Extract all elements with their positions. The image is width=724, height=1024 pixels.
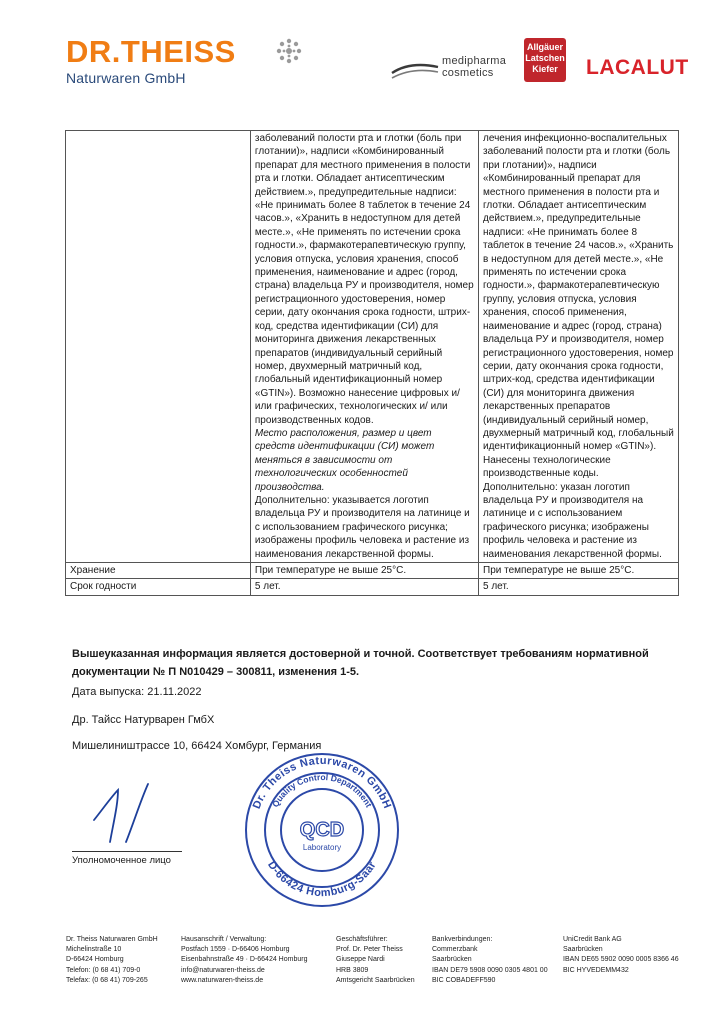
footer-line[interactable]: info@naturwaren-theiss.de bbox=[181, 966, 265, 974]
nd-paragraph-2: Место расположения, размер и цвет средств идентификации (СИ) может меняться в зависимости от технологических особенностей производства. bbox=[254, 427, 435, 493]
table-row bbox=[66, 579, 679, 595]
footer-line: BIC HYVEDEMM432 bbox=[563, 966, 629, 974]
footer-line: UniCredit Bank AG bbox=[563, 936, 622, 943]
nd-paragraph-1: заболеваний полости рта и глотки (боль при глотании)», надписи «Комбинированный препарат для местного применения в полости рта и глотки. Обладает антисептическим действием.», предупредительные надписи: «Не принимать более 8 таблеток в течение 24 часов.», «Хранить в недоступном для детей месте.», «Не применять по истечении срока годности.», фармакотерапевтическую группу, условия отпуска, условия хранения, способ применения, наименование и адрес (город, страна) владельца РУ и производителя, номер регистрационного удостоверения, номер серии, дату окончания срока годности, штрих-код, средства идентификации (СИ) для мониторинга движения лекарственных препаратов (индивидуальный серийный номер, двухмерный матричный код, глобальный идентификационный номер «GTIN»). Возможно нанесение цифровых и/или графических, технологических и/ или производственных кодов. bbox=[254, 133, 474, 426]
footer-line: IBAN DE65 5902 0090 0005 8366 46 bbox=[563, 956, 679, 964]
shelf-life-proposed: 5 лет. bbox=[479, 579, 679, 595]
footer-line: HRB 3809 bbox=[336, 966, 369, 974]
company-address: Мишелиништрассе 10, 66424 Хомбург, Германия bbox=[72, 740, 322, 752]
footer-line: Telefon: (0 68 41) 709-0 bbox=[66, 966, 141, 974]
issue-date: Дата выпуска: 21.11.2022 bbox=[72, 686, 202, 698]
company-name: Др. Тайсс Натурварен ГмбХ bbox=[72, 714, 215, 726]
footer-line: BIC COBADEFF590 bbox=[432, 976, 496, 984]
footer-line: Giuseppe Nardi bbox=[336, 956, 385, 964]
footer-line: Postfach 1559 · D-66406 Homburg bbox=[181, 946, 290, 954]
medipharma-line2: cosmetics bbox=[442, 67, 494, 79]
medipharma-swoosh-icon bbox=[390, 57, 440, 81]
declaration-text: Вышеуказанная информация является достоверной и точной. Соответствует требованиям нормативной документации № П N010429 – 300811, изменения 1-5. bbox=[72, 648, 649, 678]
row-label-cell bbox=[66, 131, 251, 563]
stamp-center-main: QCD bbox=[299, 819, 345, 841]
medipharma-line1: medipharma bbox=[442, 55, 507, 67]
footer-line: Geschäftsführer: bbox=[336, 936, 388, 943]
medipharma-logo bbox=[390, 55, 506, 79]
footer-line: Dr. Theiss Naturwaren GmbH bbox=[66, 936, 158, 943]
footer-column-bank-2 bbox=[563, 935, 679, 976]
footer-line: Amtsgericht Saarbrücken bbox=[336, 976, 415, 984]
brand-name: DR.THEISS bbox=[66, 34, 236, 69]
footer-line: Hausanschrift / Verwaltung: bbox=[181, 936, 267, 943]
signature-icon bbox=[88, 780, 178, 850]
table-row bbox=[66, 563, 679, 579]
shelf-life-nd: 5 лет. bbox=[250, 579, 478, 595]
row-label-shelf-life: Срок годности bbox=[66, 579, 251, 595]
stamp-outer-top: Dr. Theiss Naturwaren GmbH bbox=[250, 754, 394, 811]
stamp-bottom: D-66424 Homburg-Saar bbox=[265, 859, 379, 900]
footer-line: Commerzbank bbox=[432, 946, 478, 954]
footer-line: Michelinstraße 10 bbox=[66, 946, 122, 954]
footer-column-company bbox=[66, 935, 158, 986]
table-row bbox=[66, 131, 679, 563]
lacalut-logo: LACALUT bbox=[586, 56, 689, 79]
proposed-paragraph-1: лечения инфекционно-воспалительных заболеваний полости рта и глотки (боль при глотании)», надписи «Комбинированный препарат для местного применения в полости рта и глотки. Обладает антисептическим действием.», предупредительные надписи: «Не принимать более 8 таблеток в течение 24 часов.», «Хранить в недоступном для детей месте.», «Не применять по истечении срока годности.», фармакотерапевтическую группу, условия отпуска, условия хранения, способ применения, наименование и адрес (город, страна) владельца РУ и производителя, номер регистрационного удостоверения, номер серии, дату окончания срока годности, штрих-код, средства идентификации (СИ) для мониторинга движения лекарственных препаратов (индивидуальный серийный номер, двухмерный матричный код, глобальный идентификационный номер «GTIN»). Нанесены технологические производственные коды. bbox=[483, 133, 674, 480]
signatory-caption: Уполномоченное лицо bbox=[72, 855, 171, 866]
footer-line: Prof. Dr. Peter Theiss bbox=[336, 946, 403, 954]
footer-column-bank-1 bbox=[432, 935, 548, 986]
footer-line: IBAN DE79 5908 0090 0305 4801 00 bbox=[432, 966, 548, 974]
footer-line[interactable]: www.naturwaren-theiss.de bbox=[181, 976, 264, 984]
proposed-text-cell bbox=[479, 131, 679, 563]
storage-nd: При температуре не выше 25°С. bbox=[250, 563, 478, 579]
qcd-stamp-icon bbox=[242, 750, 402, 910]
footer-column-address bbox=[181, 935, 307, 986]
footer-line: Eisenbahnstraße 49 · D-66424 Homburg bbox=[181, 956, 308, 964]
flower-logo-icon bbox=[274, 36, 304, 66]
dr-theiss-logo bbox=[66, 36, 236, 86]
proposed-paragraph-2: Дополнительно: указан логотип владельца РУ и производителя на латинице и с использованием графического рисунка; изображены профиль человека и растение из наименования лекарственной формы. bbox=[483, 481, 662, 560]
stamp-center-sub: Laboratory bbox=[302, 843, 342, 852]
footer-column-management bbox=[336, 935, 415, 986]
nd-text-cell bbox=[250, 131, 478, 563]
footer-line: D-66424 Homburg bbox=[66, 956, 124, 964]
specification-table bbox=[65, 130, 679, 596]
signature-line bbox=[72, 851, 182, 852]
footer-line: Telefax: (0 68 41) 709-265 bbox=[66, 976, 148, 984]
footer-line: Saarbrücken bbox=[432, 956, 472, 964]
row-label-storage: Хранение bbox=[66, 563, 251, 579]
footer-line: Saarbrücken bbox=[563, 946, 603, 954]
allgaeuer-logo: Allgäuer Latschen Kiefer bbox=[524, 38, 566, 82]
footer-line: Bankverbindungen: bbox=[432, 936, 493, 943]
nd-paragraph-3: Дополнительно: указывается логотип владельца РУ и производителя на латинице и с использованием графического рисунка; изображены профиль человека и растение из наименования лекарственной формы. bbox=[254, 494, 470, 560]
svg-text:D-66424 Homburg-Saar bbox=[265, 859, 379, 899]
brand-subtitle: Naturwaren GmbH bbox=[66, 70, 186, 86]
storage-proposed: При температуре не выше 25°С. bbox=[479, 563, 679, 579]
stamp-inner-top: Quality Control Department bbox=[270, 771, 374, 809]
